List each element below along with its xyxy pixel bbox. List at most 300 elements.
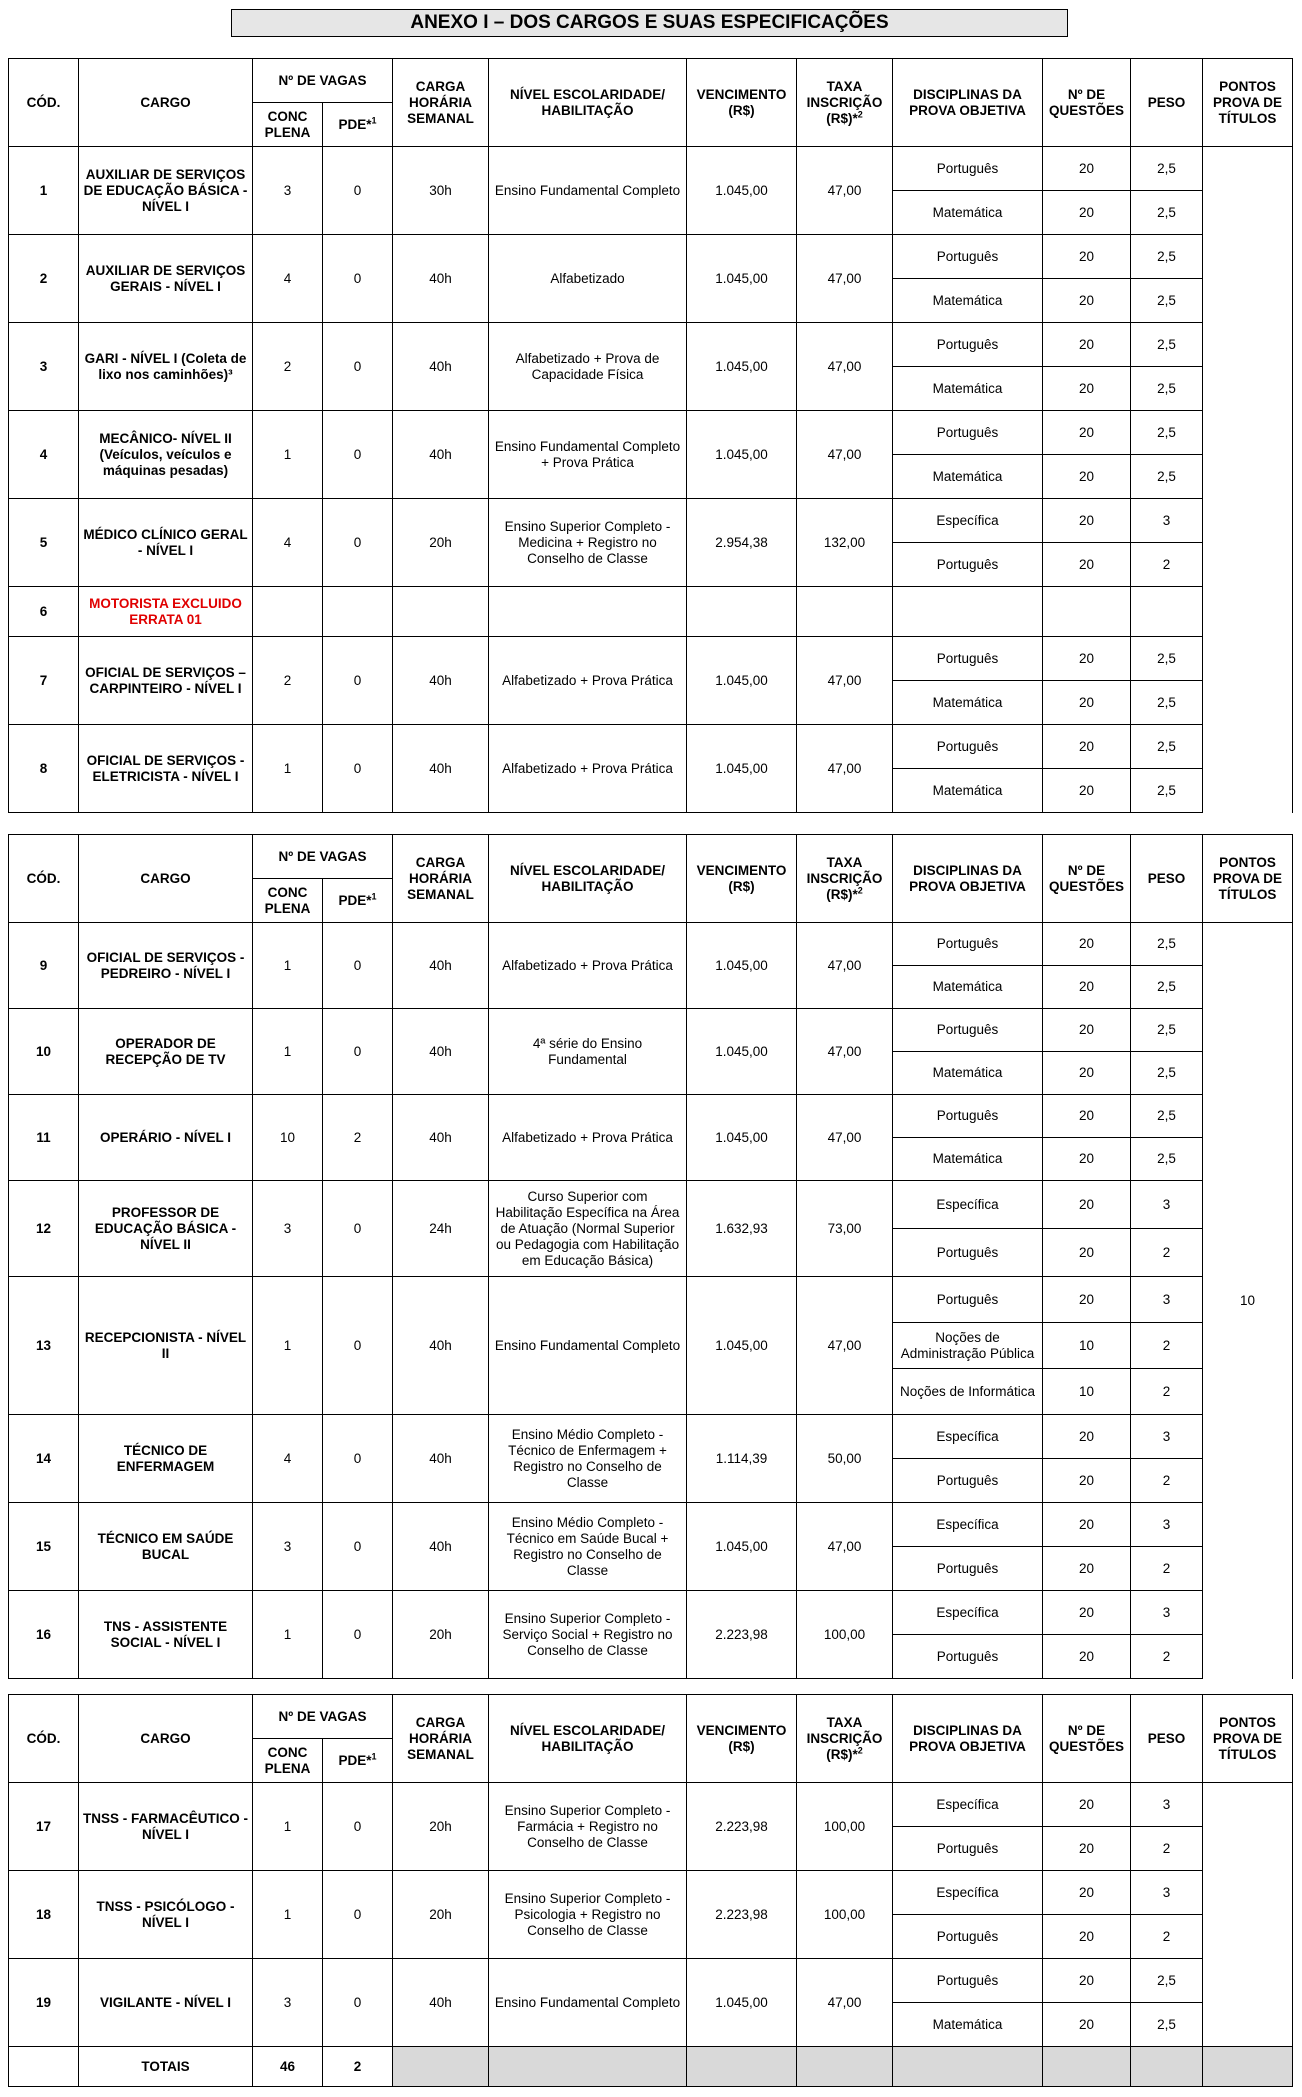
cell-vencimento: 2.223,98	[687, 1591, 797, 1679]
cell-taxa: 47,00	[797, 235, 893, 323]
cell-disciplina: Português	[893, 323, 1043, 367]
cell-carga: 40h	[393, 637, 489, 725]
header-vagas: Nº DE VAGAS	[253, 59, 393, 103]
cell-disciplina: Específica	[893, 1783, 1043, 1827]
cell-questoes: 20	[1043, 923, 1131, 966]
cell-conc	[253, 587, 323, 637]
header-conc-plena: CONC PLENA	[253, 879, 323, 923]
cell-vencimento: 1.045,00	[687, 923, 797, 1009]
cell-vencimento: 1.045,00	[687, 235, 797, 323]
header-taxa: TAXA INSCRIÇÃO (R$)*$^2$	[797, 835, 893, 923]
cell-conc: 1	[253, 1009, 323, 1095]
cell-questoes: 20	[1043, 1503, 1131, 1547]
header-peso: PESO	[1131, 59, 1203, 147]
cell-questoes: 20	[1043, 1635, 1131, 1679]
header-pontos: PONTOS PROVA DE TÍTULOS	[1203, 835, 1293, 923]
header-questoes: Nº DE QUESTÕES	[1043, 835, 1131, 923]
cell-taxa: 47,00	[797, 323, 893, 411]
cell-questoes: 10	[1043, 1369, 1131, 1415]
cell-questoes: 20	[1043, 1138, 1131, 1181]
cell-pontos-titulos	[1203, 147, 1293, 813]
cell-nivel: Ensino Superior Completo - Psicologia + Registro no Conselho de Classe	[489, 1871, 687, 1959]
header-row	[9, 59, 1293, 103]
table-row	[9, 499, 1293, 543]
cell-cod: 15	[9, 1503, 79, 1591]
header-row	[9, 1695, 1293, 1739]
cell-disciplina: Português	[893, 1827, 1043, 1871]
cell-taxa	[797, 587, 893, 637]
table-body	[9, 1783, 1293, 2087]
cell-questoes: 20	[1043, 1277, 1131, 1323]
cell-disciplina: Português	[893, 147, 1043, 191]
cell-peso: 2	[1131, 1915, 1203, 1959]
cell-cod: 3	[9, 323, 79, 411]
cell-peso: 3	[1131, 1591, 1203, 1635]
cell-nivel: Ensino Fundamental Completo	[489, 147, 687, 235]
cell-questoes: 20	[1043, 1229, 1131, 1277]
cell-pde: 0	[323, 1783, 393, 1871]
cell-taxa: 47,00	[797, 1009, 893, 1095]
header-disciplinas: DISCIPLINAS DA PROVA OBJETIVA	[893, 835, 1043, 923]
cell-nivel: Alfabetizado + Prova Prática	[489, 1095, 687, 1181]
cell-cod: 1	[9, 147, 79, 235]
cell-disciplina: Específica	[893, 1415, 1043, 1459]
header-peso: PESO	[1131, 835, 1203, 923]
cell-vencimento: 1.045,00	[687, 323, 797, 411]
cell-cod: 18	[9, 1871, 79, 1959]
header-pde: PDE*$^1$	[323, 103, 393, 147]
totals-filler	[489, 2047, 687, 2087]
cell-cargo: OPERADOR DE RECEPÇÃO DE TV	[79, 1009, 253, 1095]
cell-nivel: Ensino Superior Completo - Medicina + Registro no Conselho de Classe	[489, 499, 687, 587]
cargos-table-3	[8, 1694, 1293, 2087]
table-row	[9, 1959, 1293, 2003]
cell-peso: 2,5	[1131, 1138, 1203, 1181]
cell-conc: 2	[253, 637, 323, 725]
cell-vencimento: 1.632,93	[687, 1181, 797, 1277]
table-body	[9, 923, 1293, 1679]
cell-taxa: 47,00	[797, 725, 893, 813]
cell-cargo: MECÂNICO- NÍVEL II (Veículos, veículos e máquinas pesadas)	[79, 411, 253, 499]
cell-questoes: 20	[1043, 681, 1131, 725]
cell-pde: 0	[323, 499, 393, 587]
cell-vencimento: 2.223,98	[687, 1783, 797, 1871]
header-cargo: CARGO	[79, 1695, 253, 1783]
table-row	[9, 637, 1293, 681]
cell-peso: 2	[1131, 1459, 1203, 1503]
header-nivel: NÍVEL ESCOLARIDADE/ HABILITAÇÃO	[489, 1695, 687, 1783]
cell-peso: 2	[1131, 1547, 1203, 1591]
cell-cargo: TÉCNICO EM SAÚDE BUCAL	[79, 1503, 253, 1591]
header-vencimento: VENCIMENTO (R$)	[687, 1695, 797, 1783]
table-row	[9, 1871, 1293, 1915]
cell-pde: 0	[323, 235, 393, 323]
cell-disciplina: Matemática	[893, 279, 1043, 323]
header-pde: PDE*$^1$	[323, 879, 393, 923]
cell-cod: 13	[9, 1277, 79, 1415]
cell-peso: 2,5	[1131, 279, 1203, 323]
cell-questoes: 20	[1043, 1459, 1131, 1503]
header-conc-plena: CONC PLENA	[253, 103, 323, 147]
cell-cod: 5	[9, 499, 79, 587]
cell-conc: 1	[253, 411, 323, 499]
cell-disciplina: Matemática	[893, 681, 1043, 725]
totals-filler	[1043, 2047, 1131, 2087]
cell-conc: 1	[253, 1783, 323, 1871]
cell-disciplina: Português	[893, 1915, 1043, 1959]
cell-cargo: OFICIAL DE SERVIÇOS - PEDREIRO - NÍVEL I	[79, 923, 253, 1009]
cell-pde: 0	[323, 323, 393, 411]
cell-peso: 2,5	[1131, 923, 1203, 966]
cell-questoes: 20	[1043, 367, 1131, 411]
header-questoes: Nº DE QUESTÕES	[1043, 59, 1131, 147]
cell-taxa: 47,00	[797, 1095, 893, 1181]
cell-carga: 40h	[393, 235, 489, 323]
cell-conc: 4	[253, 1415, 323, 1503]
table-row	[9, 147, 1293, 191]
cell-vencimento: 1.045,00	[687, 1277, 797, 1415]
cell-peso: 2	[1131, 1229, 1203, 1277]
cell-disciplina: Noções de Informática	[893, 1369, 1043, 1415]
cell-nivel: Ensino Médio Completo - Técnico de Enfermagem + Registro no Conselho de Classe	[489, 1415, 687, 1503]
cell-questoes: 20	[1043, 725, 1131, 769]
cell-disciplina: Matemática	[893, 769, 1043, 813]
totals-filler	[797, 2047, 893, 2087]
cell-carga: 40h	[393, 1277, 489, 1415]
cell-cod: 11	[9, 1095, 79, 1181]
cell-cod: 16	[9, 1591, 79, 1679]
cell-questoes: 20	[1043, 1591, 1131, 1635]
cell-carga: 40h	[393, 923, 489, 1009]
cell-conc: 3	[253, 1181, 323, 1277]
cell-nivel: 4ª série do Ensino Fundamental	[489, 1009, 687, 1095]
cell-disciplina: Matemática	[893, 455, 1043, 499]
cell-pontos-titulos	[1203, 1783, 1293, 2047]
cell-peso: 2,5	[1131, 769, 1203, 813]
cell-peso: 2,5	[1131, 235, 1203, 279]
cell-conc: 4	[253, 235, 323, 323]
cell-conc: 1	[253, 923, 323, 1009]
cell-questoes: 20	[1043, 1547, 1131, 1591]
header-cod: CÓD.	[9, 59, 79, 147]
totals-row	[9, 2047, 1293, 2087]
cell-pde: 0	[323, 1181, 393, 1277]
cell-nivel: Ensino Fundamental Completo	[489, 1277, 687, 1415]
header-vagas: Nº DE VAGAS	[253, 835, 393, 879]
cell-conc: 10	[253, 1095, 323, 1181]
cell-taxa: 47,00	[797, 923, 893, 1009]
cell-cargo: VIGILANTE - NÍVEL I	[79, 1959, 253, 2047]
cell-pde: 2	[323, 1095, 393, 1181]
cell-cod: 10	[9, 1009, 79, 1095]
header-pontos: PONTOS PROVA DE TÍTULOS	[1203, 1695, 1293, 1783]
cell-nivel: Ensino Superior Completo - Farmácia + Registro no Conselho de Classe	[489, 1783, 687, 1871]
table-row	[9, 323, 1293, 367]
cell-questoes: 20	[1043, 543, 1131, 587]
table-row	[9, 1181, 1293, 1229]
cell-carga: 40h	[393, 323, 489, 411]
totals-label: TOTAIS	[79, 2047, 253, 2087]
cell-pde	[323, 587, 393, 637]
table-row	[9, 725, 1293, 769]
cell-cod: 4	[9, 411, 79, 499]
cell-questoes: 20	[1043, 1052, 1131, 1095]
cell-peso: 3	[1131, 1783, 1203, 1827]
cell-carga: 40h	[393, 725, 489, 813]
cell-questoes: 20	[1043, 235, 1131, 279]
cell-disciplina: Matemática	[893, 191, 1043, 235]
header-carga: CARGA HORÁRIA SEMANAL	[393, 1695, 489, 1783]
header-pde: PDE*$^1$	[323, 1739, 393, 1783]
cell-taxa: 47,00	[797, 1959, 893, 2047]
cell-peso	[1131, 587, 1203, 637]
cell-disciplina: Português	[893, 1277, 1043, 1323]
header-carga: CARGA HORÁRIA SEMANAL	[393, 835, 489, 923]
cell-disciplina: Português	[893, 1959, 1043, 2003]
cell-nivel: Alfabetizado	[489, 235, 687, 323]
header-row	[9, 835, 1293, 879]
header-disciplinas: DISCIPLINAS DA PROVA OBJETIVA	[893, 1695, 1043, 1783]
header-nivel: NÍVEL ESCOLARIDADE/ HABILITAÇÃO	[489, 835, 687, 923]
totals-pde: 2	[323, 2047, 393, 2087]
cell-peso: 2	[1131, 1635, 1203, 1679]
cell-vencimento	[687, 587, 797, 637]
cell-disciplina: Português	[893, 1635, 1043, 1679]
table-header	[9, 59, 1293, 147]
cell-vencimento: 1.045,00	[687, 411, 797, 499]
table-row	[9, 923, 1293, 966]
cell-peso: 2,5	[1131, 725, 1203, 769]
cell-pde: 0	[323, 923, 393, 1009]
table-row	[9, 1095, 1293, 1138]
cell-pde: 0	[323, 637, 393, 725]
cell-questoes: 10	[1043, 1323, 1131, 1369]
cell-vencimento: 1.045,00	[687, 637, 797, 725]
cell-cod: 19	[9, 1959, 79, 2047]
cell-conc: 4	[253, 499, 323, 587]
cell-questoes: 20	[1043, 637, 1131, 681]
cell-disciplina: Específica	[893, 1181, 1043, 1229]
cell-cargo: MÉDICO CLÍNICO GERAL - NÍVEL I	[79, 499, 253, 587]
cell-cargo: OFICIAL DE SERVIÇOS – CARPINTEIRO - NÍVEL I	[79, 637, 253, 725]
cell-conc: 2	[253, 323, 323, 411]
table-row	[9, 1591, 1293, 1635]
cell-taxa: 50,00	[797, 1415, 893, 1503]
cell-peso: 2,5	[1131, 411, 1203, 455]
cell-peso: 2,5	[1131, 1959, 1203, 2003]
cell-questoes: 20	[1043, 1415, 1131, 1459]
table-row	[9, 1415, 1293, 1459]
cell-conc: 1	[253, 725, 323, 813]
cell-peso: 2,5	[1131, 191, 1203, 235]
cell-cod: 12	[9, 1181, 79, 1277]
cell-nivel: Ensino Superior Completo - Serviço Social + Registro no Conselho de Classe	[489, 1591, 687, 1679]
header-cargo: CARGO	[79, 59, 253, 147]
cell-peso: 2,5	[1131, 2003, 1203, 2047]
header-taxa: TAXA INSCRIÇÃO (R$)*$^2$	[797, 59, 893, 147]
cell-peso: 2,5	[1131, 681, 1203, 725]
header-vencimento: VENCIMENTO (R$)	[687, 835, 797, 923]
cell-nivel: Alfabetizado + Prova Prática	[489, 725, 687, 813]
cell-peso: 3	[1131, 1277, 1203, 1323]
cell-disciplina: Matemática	[893, 1052, 1043, 1095]
cell-vencimento: 1.045,00	[687, 725, 797, 813]
cell-questoes: 20	[1043, 147, 1131, 191]
cell-pde: 0	[323, 1591, 393, 1679]
table-row	[9, 587, 1293, 637]
header-vencimento: VENCIMENTO (R$)	[687, 59, 797, 147]
cell-nivel	[489, 587, 687, 637]
cell-questoes: 20	[1043, 499, 1131, 543]
header-taxa: TAXA INSCRIÇÃO (R$)*$^2$	[797, 1695, 893, 1783]
cell-cargo: TNSS - FARMACÊUTICO - NÍVEL I	[79, 1783, 253, 1871]
cell-disciplina: Noções de Administração Pública	[893, 1323, 1043, 1369]
header-cargo: CARGO	[79, 835, 253, 923]
cell-questoes: 20	[1043, 1915, 1131, 1959]
cell-pde: 0	[323, 147, 393, 235]
cell-peso: 2,5	[1131, 1095, 1203, 1138]
cell-disciplina: Específica	[893, 1503, 1043, 1547]
cell-cargo: OPERÁRIO - NÍVEL I	[79, 1095, 253, 1181]
cargos-table-1	[8, 58, 1293, 813]
cell-disciplina: Português	[893, 725, 1043, 769]
cell-nivel: Alfabetizado + Prova Prática	[489, 923, 687, 1009]
cell-cargo: TÉCNICO DE ENFERMAGEM	[79, 1415, 253, 1503]
cell-cod: 9	[9, 923, 79, 1009]
cell-vencimento: 2.223,98	[687, 1871, 797, 1959]
cell-peso: 3	[1131, 1503, 1203, 1547]
totals-filler	[893, 2047, 1043, 2087]
cell-conc: 3	[253, 1959, 323, 2047]
header-carga: CARGA HORÁRIA SEMANAL	[393, 59, 489, 147]
cell-carga: 20h	[393, 1591, 489, 1679]
cell-conc: 1	[253, 1871, 323, 1959]
cell-disciplina	[893, 587, 1043, 637]
cell-cargo: PROFESSOR DE EDUCAÇÃO BÁSICA - NÍVEL II	[79, 1181, 253, 1277]
cell-questoes: 20	[1043, 411, 1131, 455]
cell-disciplina: Específica	[893, 1871, 1043, 1915]
table-body	[9, 147, 1293, 813]
cell-carga: 20h	[393, 1871, 489, 1959]
cell-pde: 0	[323, 1415, 393, 1503]
cell-nivel: Ensino Médio Completo - Técnico em Saúde Bucal + Registro no Conselho de Classe	[489, 1503, 687, 1591]
cell-cargo-excluded: MOTORISTA EXCLUIDO ERRATA 01	[79, 587, 253, 637]
totals-conc: 46	[253, 2047, 323, 2087]
cell-questoes: 20	[1043, 455, 1131, 499]
table-header	[9, 1695, 1293, 1783]
cell-taxa: 47,00	[797, 411, 893, 499]
totals-filler	[393, 2047, 489, 2087]
cell-vencimento: 2.954,38	[687, 499, 797, 587]
cell-vencimento: 1.045,00	[687, 1959, 797, 2047]
cell-cod: 14	[9, 1415, 79, 1503]
cell-pontos-titulos: 10	[1203, 923, 1293, 1679]
cell-disciplina: Português	[893, 1547, 1043, 1591]
cell-empty	[9, 2047, 79, 2087]
cell-questoes: 20	[1043, 1959, 1131, 2003]
cell-carga: 20h	[393, 1783, 489, 1871]
cell-peso: 3	[1131, 499, 1203, 543]
cell-peso: 2	[1131, 1827, 1203, 1871]
header-cod: CÓD.	[9, 1695, 79, 1783]
cell-cargo: TNS - ASSISTENTE SOCIAL - NÍVEL I	[79, 1591, 253, 1679]
cell-taxa: 47,00	[797, 1503, 893, 1591]
table-row	[9, 1277, 1293, 1323]
cell-cod: 8	[9, 725, 79, 813]
cell-taxa: 100,00	[797, 1591, 893, 1679]
cell-peso: 2,5	[1131, 147, 1203, 191]
cell-conc: 1	[253, 1277, 323, 1415]
cell-questoes: 20	[1043, 1871, 1131, 1915]
cell-disciplina: Português	[893, 1229, 1043, 1277]
cell-vencimento: 1.045,00	[687, 1095, 797, 1181]
cell-carga: 40h	[393, 1095, 489, 1181]
table-row	[9, 235, 1293, 279]
cell-questoes: 20	[1043, 2003, 1131, 2047]
cell-questoes: 20	[1043, 1009, 1131, 1052]
cell-cargo: RECEPCIONISTA - NÍVEL II	[79, 1277, 253, 1415]
cell-carga: 24h	[393, 1181, 489, 1277]
cell-pde: 0	[323, 725, 393, 813]
header-questoes: Nº DE QUESTÕES	[1043, 1695, 1131, 1783]
cell-questoes: 20	[1043, 279, 1131, 323]
cell-cod: 6	[9, 587, 79, 637]
cell-cargo: TNSS - PSICÓLOGO - NÍVEL I	[79, 1871, 253, 1959]
header-pontos: PONTOS PROVA DE TÍTULOS	[1203, 59, 1293, 147]
cell-questoes: 20	[1043, 1783, 1131, 1827]
cell-peso: 2,5	[1131, 367, 1203, 411]
cell-nivel: Ensino Fundamental Completo	[489, 1959, 687, 2047]
cell-pde: 0	[323, 1009, 393, 1095]
cell-pde: 0	[323, 1503, 393, 1591]
cell-carga: 40h	[393, 1503, 489, 1591]
cell-peso: 2,5	[1131, 637, 1203, 681]
cell-cod: 7	[9, 637, 79, 725]
cell-taxa: 47,00	[797, 1277, 893, 1415]
cell-carga: 40h	[393, 1009, 489, 1095]
cell-peso: 2	[1131, 1323, 1203, 1369]
header-vagas: Nº DE VAGAS	[253, 1695, 393, 1739]
cell-conc: 3	[253, 147, 323, 235]
cell-disciplina: Português	[893, 1459, 1043, 1503]
cell-carga: 20h	[393, 499, 489, 587]
cell-peso: 2,5	[1131, 323, 1203, 367]
totals-filler	[1131, 2047, 1203, 2087]
cell-questoes: 20	[1043, 191, 1131, 235]
totals-filler	[1203, 2047, 1293, 2087]
cell-disciplina: Português	[893, 1095, 1043, 1138]
cell-taxa: 100,00	[797, 1871, 893, 1959]
cell-peso: 2,5	[1131, 1052, 1203, 1095]
header-nivel: NÍVEL ESCOLARIDADE/ HABILITAÇÃO	[489, 59, 687, 147]
cell-disciplina: Português	[893, 637, 1043, 681]
cell-disciplina: Português	[893, 1009, 1043, 1052]
cell-nivel: Alfabetizado + Prova Prática	[489, 637, 687, 725]
table-row	[9, 1783, 1293, 1827]
cell-disciplina: Matemática	[893, 966, 1043, 1009]
cell-peso: 2,5	[1131, 455, 1203, 499]
cell-vencimento: 1.045,00	[687, 147, 797, 235]
cell-disciplina: Matemática	[893, 367, 1043, 411]
cell-cod: 2	[9, 235, 79, 323]
cell-carga: 30h	[393, 147, 489, 235]
cell-peso: 2	[1131, 543, 1203, 587]
cell-disciplina: Português	[893, 235, 1043, 279]
table-row	[9, 1503, 1293, 1547]
cell-disciplina: Específica	[893, 499, 1043, 543]
cell-disciplina: Português	[893, 411, 1043, 455]
cell-questoes: 20	[1043, 1827, 1131, 1871]
